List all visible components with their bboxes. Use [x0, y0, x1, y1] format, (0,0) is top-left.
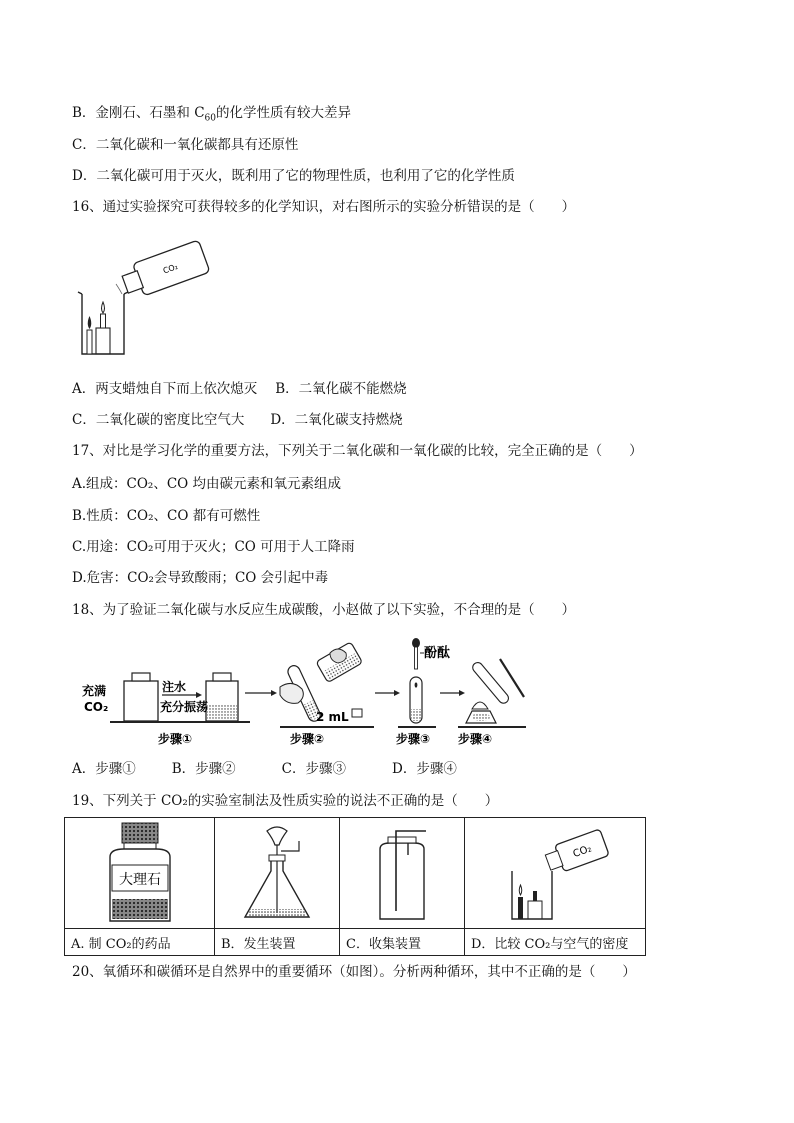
- q16-co2-label: CO₂: [161, 261, 180, 276]
- q18-options: [72, 760, 457, 778]
- q17-stem: 17、对比是学习化学的重要方法，下列关于二氧化碳和一氧化碳的比较，完全正确的是（ ）: [72, 443, 643, 459]
- q15-option-d: D．二氧化碳可用于灭火，既利用了它的物理性质，也利用了它的化学性质: [72, 168, 515, 184]
- q19-caption-b: B．发生装置: [215, 929, 340, 956]
- q18-volume-label: 2 mL: [316, 710, 349, 724]
- q16-options-row2: [72, 411, 403, 429]
- q16-option-d: D．二氧化碳支持燃烧: [270, 412, 403, 428]
- q18-step4-label: 步骤④: [458, 732, 493, 746]
- q18-phenol-label: 酚酞: [424, 646, 451, 661]
- q16-options-row1: [72, 380, 407, 398]
- q18-step1-label: 步骤①: [158, 732, 193, 746]
- q18-step3-label: 步骤③: [396, 732, 431, 746]
- q19-figure-b: [215, 818, 340, 929]
- q16-stem: 16、通过实验探究可获得较多的化学知识，对右图所示的实验分析错误的是（ ）: [72, 199, 576, 215]
- q19-table: [64, 817, 646, 956]
- q15-option-b: B．金刚石、石墨和 $C_{60}$的化学性质有较大差异: [72, 105, 351, 124]
- q19-stem: 19、下列关于 CO₂的实验室制法及性质实验的说法不正确的是（ ）: [72, 793, 499, 809]
- q18-co2-label: CO₂: [84, 700, 109, 714]
- q20-stem: 20、氧循环和碳循环是自然界中的重要循环（如图）。分析两种循环，其中不正确的是（ ）: [72, 964, 636, 980]
- q18-option-d: D．步骤④: [392, 761, 457, 777]
- q19-co2-label: CO₂: [571, 843, 594, 861]
- q19-caption-c: C．收集装置: [340, 929, 465, 956]
- q18-step2-label: 步骤②: [290, 732, 325, 746]
- q18-filled-label: 充满: [82, 684, 107, 698]
- q19-bottle-label: 大理石: [118, 872, 161, 888]
- q19-figure-c: [340, 818, 465, 929]
- q17-option-a: A.组成：CO₂、CO 均由碳元素和氧元素组成: [72, 476, 342, 492]
- q18-option-b: B．步骤②: [171, 761, 236, 777]
- q16-option-a: A．两支蜡烛自下而上依次熄灭: [72, 381, 258, 397]
- q16-figure: [72, 232, 212, 362]
- q16-option-b: B．二氧化碳不能燃烧: [275, 381, 407, 397]
- q18-shake-label: 充分振荡: [160, 700, 209, 714]
- q18-option-a: A．步骤①: [72, 761, 136, 777]
- q18-option-c: C．步骤③: [281, 761, 347, 777]
- q19-figure-a: [65, 818, 215, 929]
- q15-option-c: C．二氧化碳和一氧化碳都具有还原性: [72, 137, 299, 153]
- q19-caption-d: D．比较 CO₂与空气的密度: [465, 929, 646, 956]
- q17-option-d: D.危害：CO₂会导致酸雨；CO 会引起中毒: [72, 570, 329, 586]
- q18-figure: [80, 633, 550, 753]
- q17-option-b: B.性质：CO₂、CO 都有可燃性: [72, 508, 261, 524]
- q19-figure-d: [465, 818, 646, 929]
- q16-option-c: C．二氧化碳的密度比空气大: [72, 412, 245, 428]
- q18-stem: 18、为了验证二氧化碳与水反应生成碳酸，小赵做了以下实验，不合理的是（ ）: [72, 602, 576, 618]
- q17-option-c: C.用途：CO₂可用于灭火；CO 可用于人工降雨: [72, 539, 355, 555]
- q18-add-water-label: 注水: [162, 680, 187, 694]
- q19-caption-a: A. 制 CO₂的药品: [65, 929, 215, 956]
